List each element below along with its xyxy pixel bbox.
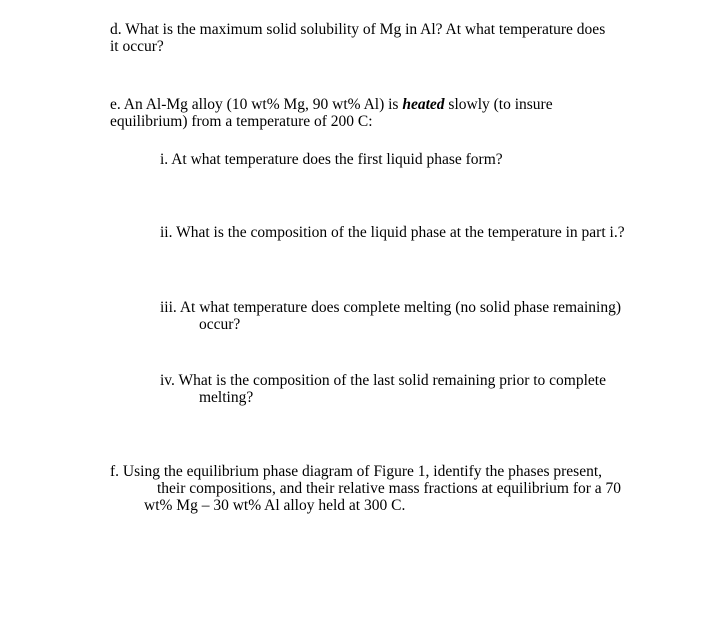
question-d — [110, 21, 605, 55]
question-e-part-iii — [160, 299, 621, 333]
question-e-part-iii-line-1: iii. At what temperature does complete melting (no solid phase remaining) — [160, 299, 622, 316]
question-f-line-3: wt% Mg – 30 wt% Al alloy held at 300 C. — [144, 497, 406, 514]
question-e-part-i-line-1: i. At what temperature does the first liquid phase form? — [160, 151, 503, 168]
question-e-part-iv-line-1: iv. What is the composition of the last solid remaining prior to complete — [160, 372, 606, 389]
question-e-part-ii-line-1: ii. What is the composition of the liquid phase at the temperature in part i.? — [160, 224, 625, 241]
question-e-part-iv-line-2: melting? — [199, 389, 254, 406]
question-e-part-ii — [160, 224, 625, 241]
question-f-line-1: f. Using the equilibrium phase diagram of Figure 1, identify the phases present, — [110, 463, 603, 480]
question-d-line-2: it occur? — [110, 38, 164, 55]
question-e-emphasis-heated: heated — [402, 96, 445, 113]
question-d-line-1: d. What is the maximum solid solubility of Mg in Al? At what temperature does — [110, 21, 606, 38]
question-e-part-iv — [160, 372, 606, 406]
question-e-line-2: equilibrium) from a temperature of 200 C: — [110, 113, 373, 130]
question-e — [110, 96, 553, 130]
question-e-part-i — [160, 151, 503, 168]
question-e-line-1-start: e. An Al-Mg alloy (10 wt% Mg, 90 wt% Al) is — [110, 96, 403, 113]
question-e-line-1-end: slowly (to insure — [444, 96, 553, 113]
question-e-part-iii-line-2: occur? — [199, 316, 241, 333]
question-f-line-2: their compositions, and their relative mass fractions at equilibrium for a 70 — [157, 480, 622, 497]
question-f — [110, 463, 621, 514]
question-e-line-1 — [110, 96, 553, 113]
